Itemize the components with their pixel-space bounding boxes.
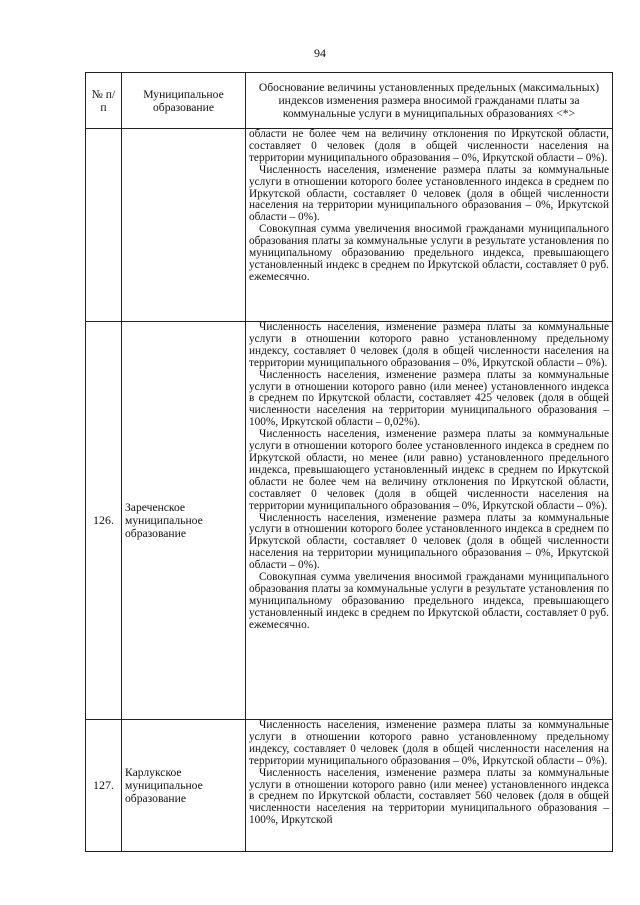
table-row — [86, 720, 613, 852]
table-row — [86, 322, 613, 720]
row-municipality: Карлукское муниципальное образование — [122, 720, 246, 852]
header-number: № п/п — [86, 73, 122, 129]
tariff-index-table — [85, 72, 613, 852]
paragraph: Совокупная сумма увеличения вносимой гражданами муниципального образования платы за коммунальные услуги в результате установления по муниципальному образованию предельного индекса, превышающего установленный индекс в среднем по Иркутской области, составляет 0 руб. ежемесячно. — [249, 223, 609, 283]
row-justification — [246, 129, 613, 322]
row-number: 127. — [86, 720, 122, 852]
paragraph: области не более чем на величину отклонения по Иркутской области, составляет 0 человек (доля в общей численности населения на территории муниципального образования – 0%, Иркутской области – 0%). — [249, 128, 609, 164]
header-municipality: Муниципальное образование — [122, 73, 246, 129]
page-number: 94 — [314, 46, 326, 60]
row-number: 126. — [86, 322, 122, 720]
paragraph: Численность населения, изменение размера платы за коммунальные услуги в отношении которого более установленного индекса в среднем по Иркутской области, составляет 0 человек (доля в общей численности населения на территории муниципального образования – 0%, Иркутской области – 0%). — [249, 163, 609, 224]
paragraph: Численность населения, изменение размера платы за коммунальные услуги в отношении которого равно установленному предельному индексу, составляет 0 человек (доля в общей численности населения на территории муниципального образования – 0%, Иркутской области – 0%). — [249, 321, 609, 369]
row-municipality: Зареченское муниципальное образование — [122, 322, 246, 720]
row-number — [86, 129, 122, 322]
paragraph: Численность населения, изменение размера платы за коммунальные услуги в отношении которого равно (или менее) установленного индекса в среднем по Иркутской области, составляет 560 человек (доля в общей численности населения на территории муниципального образования – 100%, Иркутской — [249, 766, 609, 827]
header-justification: Обоснование величины установленных предельных (максимальных) индексов изменения размера вносимой гражданами платы за коммунальные услуги в муниципальных образованиях <*> — [246, 73, 613, 129]
paragraph: Совокупная сумма увеличения вносимой гражданами муниципального образования платы за коммунальные услуги в результате установления по муниципальному образованию предельного индекса, превышающего установленный индекс в среднем по Иркутской области, составляет 0 руб. ежемесячно. — [249, 571, 609, 631]
table-header-row — [86, 73, 613, 129]
paragraph: Численность населения, изменение размера платы за коммунальные услуги в отношении которого более установленного индекса в среднем по Иркутской области, но менее (или равно) установленного предельного индекса, превышающего установленный индекс в среднем по Иркутской области не более чем на величину отклонения по Иркутской области, составляет 0 человек (доля в общей численности населения на территории муниципального образования – 0%, Иркутской области – 0%). — [249, 428, 609, 512]
row-justification — [246, 322, 613, 720]
paragraph: Численность населения, изменение размера платы за коммунальные услуги в отношении которого равно установленному предельному индексу, составляет 0 человек (доля в общей численности населения на территории муниципального образования – 0%, Иркутской области – 0%). — [249, 719, 609, 767]
table-row — [86, 129, 613, 322]
row-municipality — [122, 129, 246, 322]
paragraph: Численность населения, изменение размера платы за коммунальные услуги в отношении которого равно (или менее) установленного индекса в среднем по Иркутской области, составляет 425 человек (доля в общей численности населения на территории муниципального образования – 100%, Иркутской области – 0,02%). — [249, 368, 609, 429]
paragraph: Численность населения, изменение размера платы за коммунальные услуги в отношении которого более установленного индекса в среднем по Иркутской области, составляет 0 человек (доля в общей численности населения на территории муниципального образования – 0%, Иркутской области – 0%). — [249, 511, 609, 572]
row-justification — [246, 720, 613, 852]
